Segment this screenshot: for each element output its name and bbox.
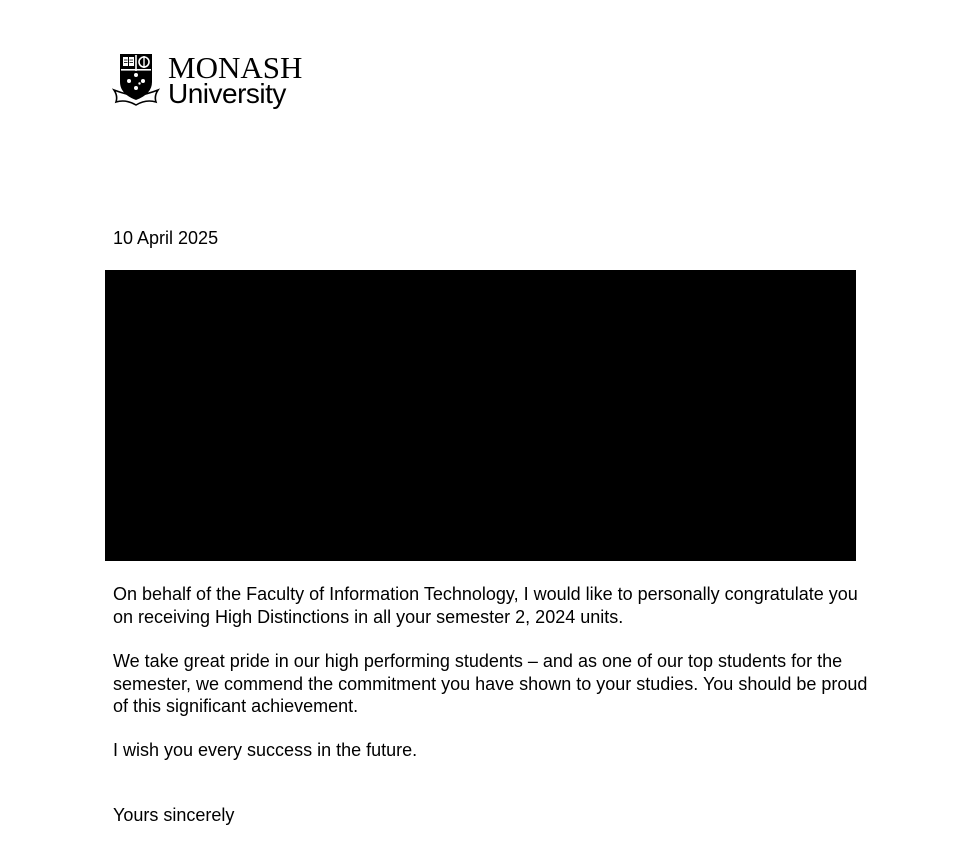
letter-paragraph-wishes: I wish you every success in the future. [113, 740, 418, 760]
monash-logo [112, 52, 302, 110]
letter-paragraph-congratulations: On behalf of the Faculty of Information Technology, I would like to personally congratulate you on receiving High Distinctions in all your semester 2, 2024 units. [113, 584, 858, 627]
redacted-block [105, 270, 856, 561]
monash-crest-icon [112, 52, 160, 106]
letter-closing: Yours sincerely [113, 805, 235, 825]
wordmark [168, 52, 302, 108]
wordmark-monash: MONASH [168, 50, 303, 85]
wordmark-university: University [168, 78, 286, 109]
letter-date: 10 April 2025 [113, 228, 219, 248]
letter-paragraph-pride: We take great pride in our high performing students – and as one of our top students for the semester, we commend the commitment you have shown to your studies. You should be proud of this significant achievement. [113, 651, 868, 716]
